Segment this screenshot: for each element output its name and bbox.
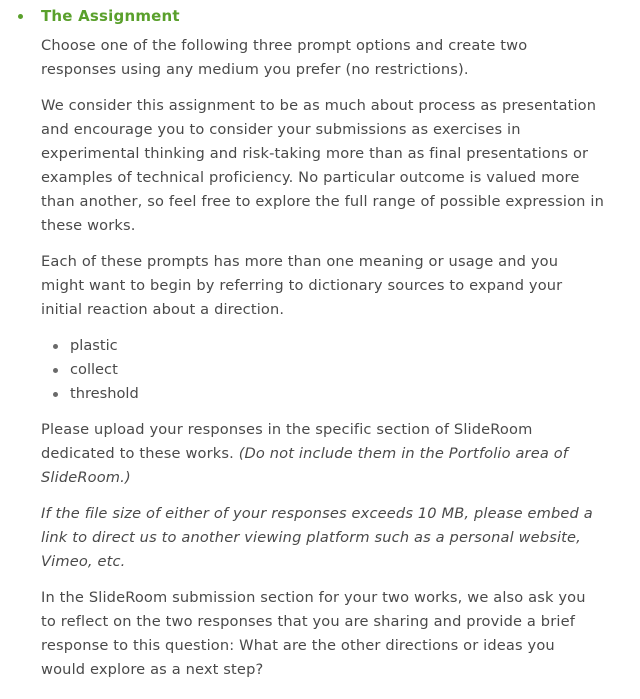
intro-paragraph bbox=[41, 34, 621, 82]
list-item bbox=[53, 334, 139, 358]
upload-note-end: SlideRoom.) bbox=[41, 469, 131, 486]
reflection-line: response to this question: What are the other directions or ideas you bbox=[41, 637, 555, 654]
upload-paragraph bbox=[41, 418, 621, 490]
prompts-intro-line: initial reaction about a direction. bbox=[41, 301, 285, 318]
prompt-label: collect bbox=[70, 361, 118, 378]
list-bullet bbox=[53, 368, 58, 373]
heading-bullet bbox=[18, 14, 23, 19]
prompts-intro-line: might want to begin by referring to dictionary sources to expand your bbox=[41, 277, 563, 294]
process-line: experimental thinking and risk-taking more than as final presentations or bbox=[41, 145, 589, 162]
reflection-line: to reflect on the two responses that you are sharing and provide a brief bbox=[41, 613, 575, 630]
section-heading: The Assignment bbox=[41, 7, 180, 25]
upload-note: (Do not include them in the Portfolio area of bbox=[238, 445, 569, 462]
list-item bbox=[53, 382, 139, 406]
reflection-paragraph bbox=[41, 586, 621, 682]
prompts-intro-line: Each of these prompts has more than one meaning or usage and you bbox=[41, 253, 559, 270]
process-line: these works. bbox=[41, 217, 136, 234]
list-bullet bbox=[53, 344, 58, 349]
upload-line bbox=[41, 442, 621, 466]
upload-text: dedicated to these works. bbox=[41, 445, 239, 462]
process-line: We consider this assignment to be as much about process as presentation bbox=[41, 97, 597, 114]
file-size-line: link to direct us to another viewing platform such as a personal website, bbox=[41, 529, 581, 546]
reflection-line: would explore as a next step? bbox=[41, 661, 264, 678]
upload-line: Please upload your responses in the specific section of SlideRoom bbox=[41, 421, 533, 438]
prompts-intro-paragraph bbox=[41, 250, 621, 322]
process-line: than another, so feel free to explore the full range of possible expression in bbox=[41, 193, 604, 210]
reflection-line: In the SlideRoom submission section for your two works, we also ask you bbox=[41, 589, 586, 606]
prompt-label: plastic bbox=[70, 337, 118, 354]
process-line: and encourage you to consider your submissions as exercises in bbox=[41, 121, 521, 138]
file-size-line: Vimeo, etc. bbox=[41, 553, 126, 570]
list-item bbox=[53, 358, 139, 382]
intro-line: Choose one of the following three prompt options and create two bbox=[41, 37, 528, 54]
file-size-paragraph bbox=[41, 502, 621, 574]
file-size-line: If the file size of either of your responses exceeds 10 MB, please embed a bbox=[41, 505, 593, 522]
prompt-list bbox=[53, 334, 139, 406]
section-heading-row bbox=[18, 4, 180, 28]
intro-line: responses using any medium you prefer (no restrictions). bbox=[41, 61, 469, 78]
process-paragraph bbox=[41, 94, 621, 238]
process-line: examples of technical proficiency. No particular outcome is valued more bbox=[41, 169, 580, 186]
prompt-label: threshold bbox=[70, 385, 139, 402]
list-bullet bbox=[53, 392, 58, 397]
